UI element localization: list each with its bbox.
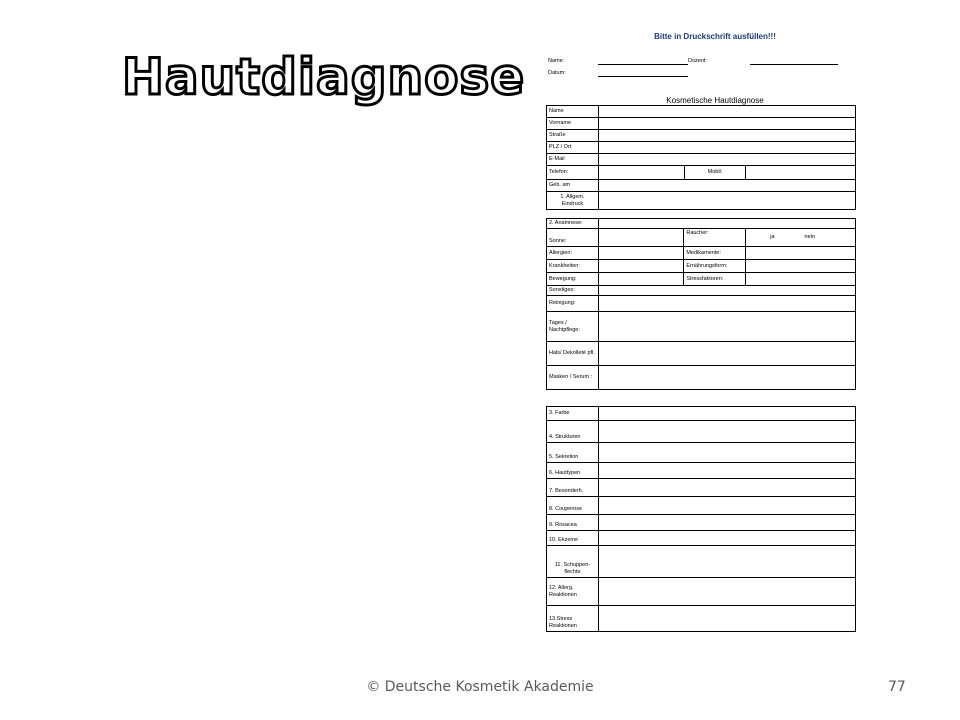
input-cell[interactable]: [598, 166, 684, 180]
input-cell[interactable]: [598, 497, 855, 515]
input-cell[interactable]: [746, 166, 856, 180]
row-label: Stressfaktoren:: [684, 273, 746, 286]
input-cell[interactable]: [598, 260, 683, 273]
input-cell[interactable]: [598, 578, 855, 606]
input-cell[interactable]: [598, 142, 855, 154]
row-label: 13.Stress Reaktionen: [547, 606, 599, 632]
input-cell[interactable]: [598, 106, 855, 118]
input-cell[interactable]: [598, 192, 855, 210]
input-cell[interactable]: [598, 247, 683, 260]
input-cell[interactable]: [598, 273, 683, 286]
skin-table: [546, 406, 856, 632]
input-cell[interactable]: [746, 247, 856, 260]
dozent-label: Dozent:: [688, 58, 707, 64]
row-label: E-Mail: [547, 154, 599, 166]
mobil-label: Mobil:: [684, 166, 746, 180]
input-cell[interactable]: [598, 180, 855, 192]
datum-label: Datum:: [548, 70, 566, 76]
input-cell[interactable]: [746, 260, 856, 273]
dozent-line[interactable]: [750, 64, 838, 65]
name-line[interactable]: [598, 64, 688, 65]
input-cell[interactable]: [598, 515, 855, 531]
diagnosis-form: [540, 28, 890, 638]
row-label: 1. Allgem. Eindruck: [547, 192, 599, 210]
datum-line[interactable]: [598, 76, 688, 77]
input-cell[interactable]: [598, 118, 855, 130]
name-label: Name:: [548, 58, 565, 64]
row-label: 11. Schuppen-flechte: [547, 546, 599, 578]
input-cell[interactable]: [598, 421, 855, 443]
slide-title: Hautdiagnose: [122, 48, 526, 106]
ja-option[interactable]: ja: [770, 234, 775, 240]
row-label: 7. Besonderh.: [547, 479, 599, 497]
input-cell[interactable]: [598, 130, 855, 142]
row-label: 3. Farbe: [547, 407, 599, 421]
row-label: Name: [547, 106, 599, 118]
input-cell[interactable]: [598, 531, 855, 546]
row-label: Hals/ Dekolleté pfl.: [547, 342, 599, 366]
input-cell[interactable]: [598, 463, 855, 479]
row-label: Straße: [547, 130, 599, 142]
row-label: Allergien:: [547, 247, 599, 260]
nein-option[interactable]: nein: [804, 234, 815, 240]
row-label: 4. Strukturen: [547, 421, 599, 443]
form-heading: Kosmetische Hautdiagnose: [666, 96, 764, 105]
row-label: Medikamente:: [684, 247, 746, 260]
form-instruction: Bitte in Druckschrift ausfüllen!!!: [654, 32, 776, 41]
row-label: 2. Anamnese:: [547, 219, 599, 229]
row-label: Ernährungsform:: [684, 260, 746, 273]
row-label: 6. Hauttypen: [547, 463, 599, 479]
row-label: Reinigung:: [547, 296, 599, 312]
input-cell[interactable]: [598, 229, 683, 247]
input-cell[interactable]: [598, 312, 855, 342]
row-label: 5. Sekretion: [547, 443, 599, 463]
row-label: Masken / Serum :: [547, 366, 599, 390]
personal-table: [546, 105, 856, 210]
page-number: 77: [888, 679, 906, 695]
input-cell[interactable]: [598, 154, 855, 166]
row-label: Krankheiten:: [547, 260, 599, 273]
row-label: Sonstiges:: [547, 286, 599, 296]
row-label: 10. Ekzeme: [547, 531, 599, 546]
input-cell[interactable]: [746, 273, 856, 286]
input-cell[interactable]: [598, 219, 855, 229]
input-cell[interactable]: [598, 286, 855, 296]
row-label: 8. Couperose: [547, 497, 599, 515]
row-label: PLZ / Ort: [547, 142, 599, 154]
input-cell[interactable]: [598, 366, 855, 390]
row-label: Tages / Nachtpflege:: [547, 312, 599, 342]
input-cell[interactable]: [598, 407, 855, 421]
input-cell[interactable]: [598, 606, 855, 632]
raucher-label: Raucher:: [684, 229, 746, 247]
row-label: Bewegung:: [547, 273, 599, 286]
row-label: Vorname: [547, 118, 599, 130]
footer-copyright: © Deutsche Kosmetik Akademie: [366, 679, 594, 695]
input-cell[interactable]: [598, 296, 855, 312]
input-cell[interactable]: [598, 479, 855, 497]
row-label: Telefon:: [547, 166, 599, 180]
row-label: 12. Allerg. Reaktionen: [547, 578, 599, 606]
input-cell[interactable]: [598, 342, 855, 366]
row-label: Geb. am: [547, 180, 599, 192]
input-cell[interactable]: [598, 546, 855, 578]
row-label: Sonne:: [547, 229, 599, 247]
row-label: 9. Rosacea: [547, 515, 599, 531]
anamnese-table: [546, 218, 856, 390]
input-cell[interactable]: [598, 443, 855, 463]
raucher-options[interactable]: [746, 229, 856, 247]
